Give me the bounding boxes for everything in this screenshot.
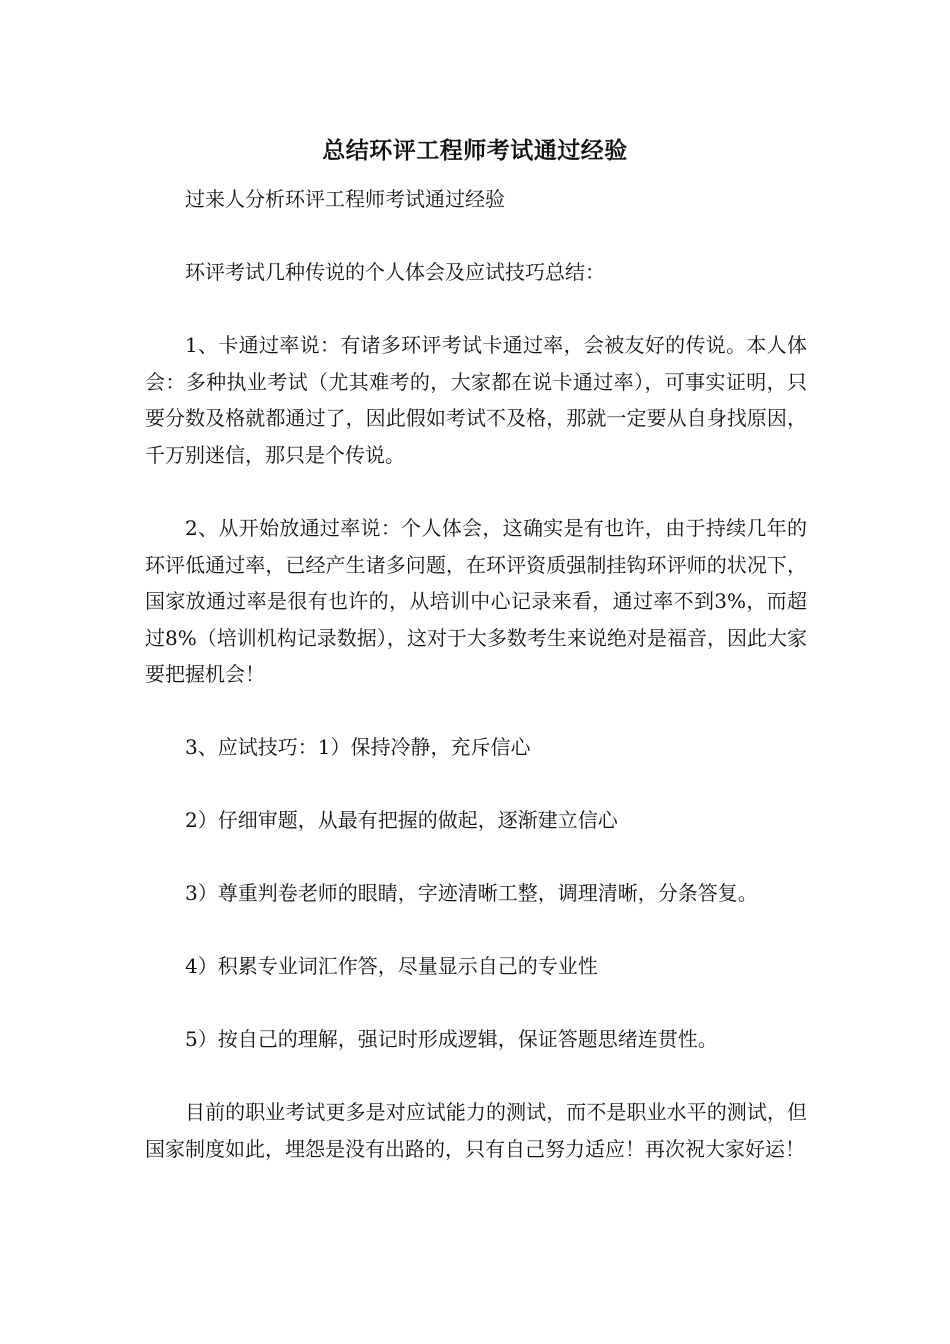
tips-paragraph-4: 4）积累专业词汇作答，尽量显示自己的专业性: [185, 954, 598, 978]
pass-rate-paragraph: 1、卡通过率说：有诸多环评考试卡通过率，会被友好的传说。本人体会：多种执业考试（尤其难考的，大家都在说卡通过率），可事实证明，只要分数及格就都通过了，因此假如考试不及格，那就一定要从自身找原因，千万别迷信，那只是个传说。: [145, 333, 807, 467]
tips-paragraph-3: 3）尊重判卷老师的眼睛，字迹清晰工整，调理清晰，分条答复。: [185, 881, 758, 905]
tips-paragraph-5: 5）按自己的理解，强记时形成逻辑，保证答题思绪连贯性。: [185, 1027, 718, 1051]
tips-paragraph-2: 2）仔细审题，从最有把握的做起，逐渐建立信心: [185, 808, 618, 832]
closing-paragraph: 目前的职业考试更多是对应试能力的测试，而不是职业水平的测试，但国家制度如此，埋怨是没有出路的，只有自己努力适应！再次祝大家好运！: [145, 1100, 807, 1161]
intro-paragraph: 环评考试几种传说的个人体会及应试技巧总结：: [185, 260, 605, 284]
document-title: 总结环评工程师考试通过经验: [322, 137, 628, 164]
tips-paragraph-1: 3、应试技巧：1）保持冷静，充斥信心: [185, 735, 531, 759]
release-rate-paragraph: 2、从开始放通过率说：个人体会，这确实是有也许，由于持续几年的环评低通过率，已经产生诸多问题，在环评资质强制挂钩环评师的状况下，国家放通过率是很有也许的，从培训中心记录来看，通过率不到3%，而超过8%（培训机构记录数据），这对于大多数考生来说绝对是福音，因此大家要把握机会！: [145, 516, 807, 686]
subtitle-paragraph: 过来人分析环评工程师考试通过经验: [185, 187, 505, 211]
